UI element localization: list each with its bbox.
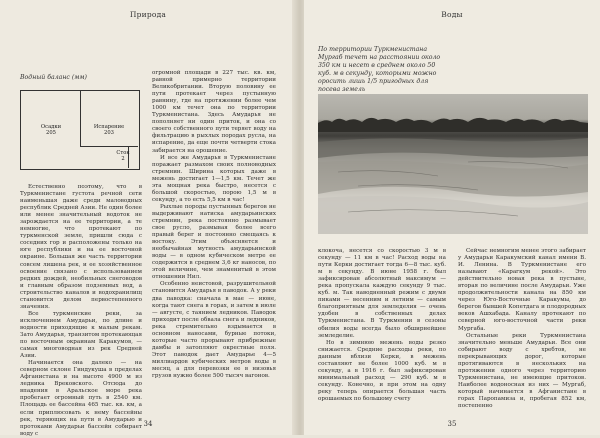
diagram-runoff-line [80,146,138,147]
page-number-right: 35 [447,420,457,428]
diagram-caption: Водный баланс (мм) [20,74,87,81]
water-balance-diagram [20,90,140,172]
runoff-value: 2 [121,156,125,163]
riverbank [318,132,588,234]
right-page [304,0,600,435]
paragraph: Естественно поэтому, что в Туркменистане густота речной сети наименьшая даже среди маловодных республик Средней Азии. Не один более или менее значительный водоток не зарождается на ее территории, а те немногие, что протекают по туркменской земле, пришли сюда с соседних гор и расположены только на юге республики и на ее восточной окраине. Большая же часть территории совсем лишена рек, и ее хозяйственное освоение связано с использованием редких дождей, необильных снеговодов и главным образом подземных вод, а строительство каналов и водохранилищ становится делом первостепенного значения. [20,184,142,310]
running-head-left: Природа [129,10,167,19]
runoff-label: Сток [116,150,130,156]
tree-line [318,114,588,132]
paragraph: огромной площади в 227 тыс. кв. км, равной примерно территории Великобритании. Вторую половину ее пути протекает через пустынную равнину, где на протяжении более чем 1000 км течет она по территории Туркменистана. Здесь Амударья не пополняет ни один приток, и она со своего собственного пути теряет воду на фильтрацию в рыхлых породах русла, на испарение, да еще почти четверти стока забирается на орошение. [152,70,276,154]
paragraph: Но в зимнюю межень воды резко снижается. Средние расходы реки, по данным вблизи Керки, в межень составляют не более 1000 куб. м в секунду, а в 1916 г. был зафиксирован минимальный расход — 290 куб. м в секунду. Конечно, и при этом на одну реку теперь опирается большая часть орошаемых по большому счету [318,339,446,402]
left-page [0,0,296,435]
right-column-1 [318,248,446,420]
paragraph: Остальные реки Туркменистана значительно меньше Амударьи. Все они собирают воду с хребтов, не перекрывающих дорог, которые протягиваются в нескольких на протяжении одного через территорию Туркменистана, не имеющие притоков. Наиболее водоносная из них — Мургаб, который начинается в Афганистане в горах Паропамиза и, пробегая 852 км, постепенно [458,332,586,410]
paragraph: И все же Амударья в Туркменистане поражает размахом своих полноводных стремнин. Ширина которых даже в межень достигает 1—1,5 км. Течет же эта мощная река быстро, несется с большой скоростью, порою 1,5 м в секунду, а то есть 5,5 км в час! [152,154,276,203]
evaporation-label: Испарение [93,124,125,130]
paragraph: Рыхлые породы пустынных берегов не выдерживают натиска амударьинских стремнин, река постоянно размывает свое русло, размывая более всего правый берег и постоянно смещаясь к востоку. Этим объясняется и необычайная мутность амударьинской воды — в одном кубическом метре ее содержится в среднем 3,6 кг наносов, по этой величине, чем знаменитый в этом отношении Нил. [152,203,276,281]
left-column-2 [152,70,276,420]
diagram-runoff [112,150,134,163]
paragraph: клокоча, несется со скоростью 3 м в секунду — 11 км в час! Расход воды на пути Керки достигает тогда 6—8 тыс. куб. м в секунду. В июне 1958 г. был зафиксирован абсолютный максимум — река пропускала каждую секунду 9 тыс. куб. м. Так наводненный режим с двумя пиками — весенним и летним — самым благоприятным для земледелия — очень удобен в собственных делах Туркменистана. В Туркмении в сезоны обилия воды всегда было обширнейшее земледелие. [318,248,446,339]
paragraph: Все туркменские реки, за исключением Амударьи, по длине и водности приходящие к малым рекам. Зато Амударья, транзитом протекающая по восточным окраинам Каракумов, — самая многоводная из рек Средней Азии. [20,310,142,360]
precipitation-value: 205 [46,130,56,137]
paragraph: Сейчас немногим менее этого забирает у Амударьи Каракумский канал имени В. И. Ленина. В Туркменистане его называют «Карагкум рекой». Это действительно новая река в пустыне, вторая по величине после Амударьи. Уже продолжительности канала на 850 км через Юго-Восточные Каракумы, до берегов бывшей Копетдага и плодородных веков Ашхабада. Каналу протекают по северной юго-восточной части реки Мургаба. [458,248,586,332]
diagram-divider [80,90,81,146]
precipitation-label: Осадки [40,124,62,130]
photo-caption: По территории Туркменистана Мургаб течет на расстоянии около 350 км и несет в среднем около 50 куб. м в секунду, которыми можно оросить лишь 1/5 пригодных для посева земель [318,46,441,93]
running-head-right: Воды [441,10,463,19]
river-photo [318,94,588,234]
right-column-2 [458,248,586,420]
diagram-precipitation [30,124,72,137]
left-column-1 [20,184,142,437]
page-number-left: 34 [143,420,153,428]
diagram-evaporation [86,124,132,137]
paragraph: Особенно неистовой, разрушительной становится Амударья в паводок. А у реки два паводка: сначала в мае — июне, когда тают снега в горах, и затем в июле — августе, с таянием ледников. Паводок приходит после обвала снега и ледников, река стремительно вздымается в основном наносами, бурные потоки, которые часто прорывают прибрежные дамбы и затопляют окрестные поля. Этот паводок дает Амударье 4—5 миллиардов кубических метров воды в месяц, а для перевозки ее в низовья грузов нужно более 500 тысяч вагонов. [152,281,276,380]
paragraph: Начинается она далеко — на северном склоне Гиндукуша в пределах Афганистана и на высоте 4900 м из ледника Врековского. Отсюда до впадения в Аральское море река пробегает огромный путь в 2540 км. Площадь ее бассейна 465 тыс. кв. км, а если приплюсовать к нему бассейны рек, теряющих на пути в Амударью и протоками Амударьи бассейн собирает воду с [20,360,142,437]
evaporation-value: 203 [104,130,114,137]
